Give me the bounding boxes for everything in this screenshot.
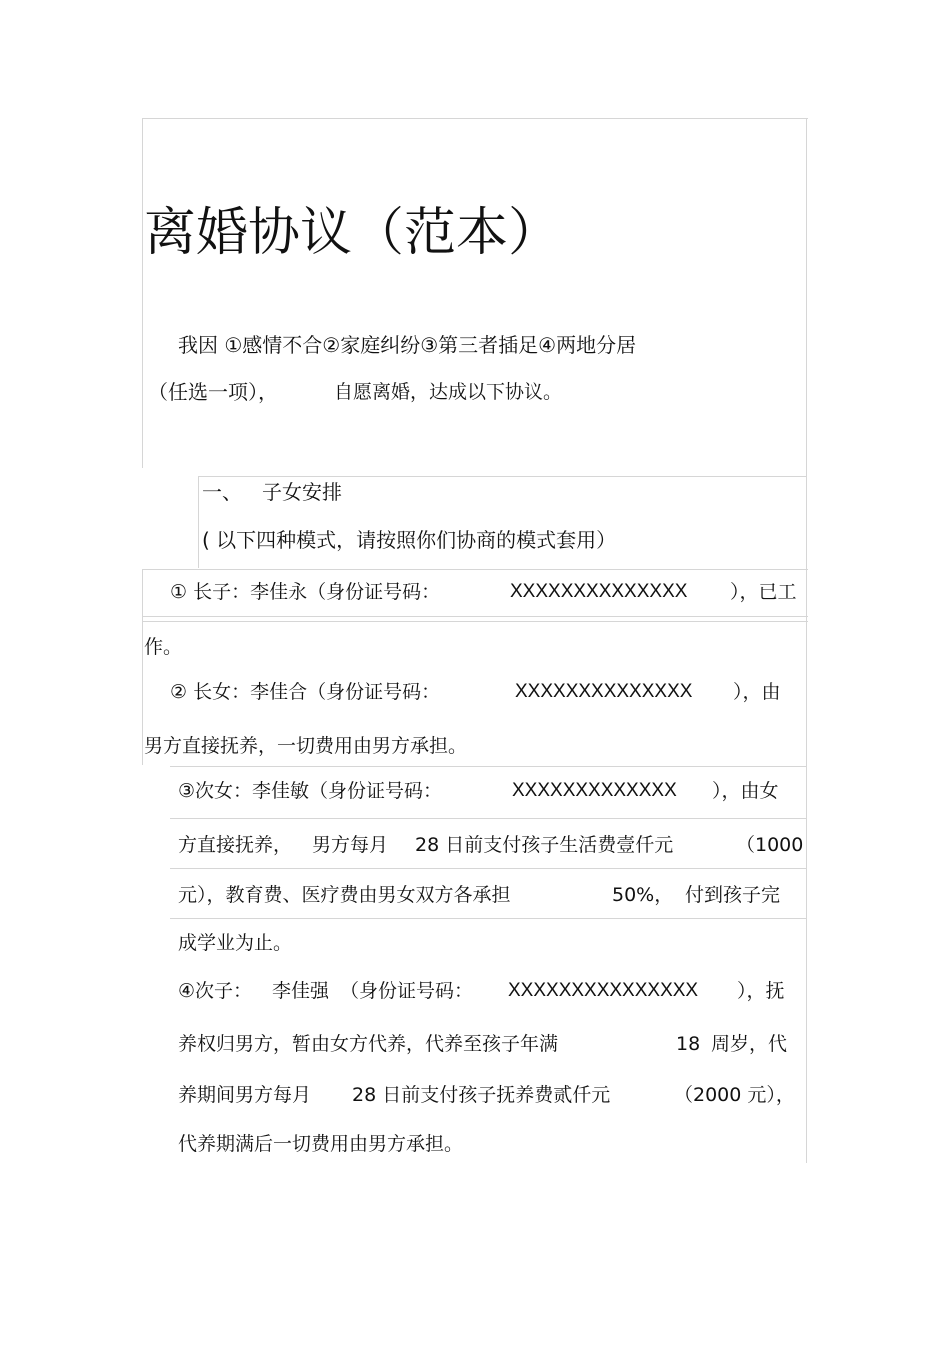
item4-line3-c: （2000 元）， xyxy=(674,1084,795,1106)
intro-line-2-start: （任选一项）， xyxy=(148,380,278,404)
item4-name: 李佳强 xyxy=(272,980,330,1002)
row-line-1 xyxy=(142,569,808,570)
row-line-3 xyxy=(142,621,808,622)
item4-line2-b: 18 xyxy=(676,1033,701,1055)
item3-line2-a: 方直接抚养， xyxy=(178,834,293,856)
item4-line2-a: 养权归男方，暂由女方代养，代养至孩子年满 xyxy=(178,1033,559,1055)
row-left-line xyxy=(142,569,143,765)
frame-right-line xyxy=(806,118,807,1163)
item4-line2-c: 周岁，代 xyxy=(711,1033,788,1055)
item3-tail: ），由女 xyxy=(712,780,779,802)
row-line-5 xyxy=(170,818,807,819)
item3-line3-c: 付到孩子完 xyxy=(685,884,781,906)
item3-id: XXXXXXXXXXXXX xyxy=(512,780,677,801)
intro-line-2-end: 自愿离婚，达成以下协议。 xyxy=(334,381,563,403)
item1-label: ① 长子：李佳永（身份证号码： xyxy=(170,581,441,603)
item4-id: XXXXXXXXXXXXXXX xyxy=(508,980,699,1001)
document-title: 离婚协议（范本） xyxy=(144,203,561,263)
item3-line2-d: （1000 xyxy=(736,834,804,856)
frame-left-line xyxy=(142,118,143,468)
item1-continued: 作。 xyxy=(144,636,183,658)
row-line-2 xyxy=(142,616,808,617)
item4-label: ④次子： xyxy=(178,980,253,1002)
item3-line2-c: 28 日前支付孩子生活费壹仟元 xyxy=(415,834,674,856)
item4-line3-b: 28 日前支付孩子抚养费贰仟元 xyxy=(352,1084,611,1106)
item3-line3-a: 元），教育费、医疗费由男女双方各承担 xyxy=(178,884,511,906)
item3-line3-b: 50%， xyxy=(612,884,674,906)
section-heading: 子女安排 xyxy=(262,480,342,504)
item3-line4: 成学业为止。 xyxy=(178,932,293,954)
row-line-6 xyxy=(170,868,807,869)
frame-top-line xyxy=(142,118,808,119)
item2-tail: ），由 xyxy=(733,681,781,703)
item4-line3-a: 养期间男方每月 xyxy=(178,1084,312,1106)
intro-line-1: 我因 ①感情不合②家庭纠纷③第三者插足④两地分居 xyxy=(178,333,637,357)
row-line-7 xyxy=(170,918,807,919)
item4-line4: 代养期满后一切费用由男方承担。 xyxy=(178,1133,464,1155)
section-note: ( 以下四种模式，请按照你们协商的模式套用） xyxy=(202,528,617,552)
row-line-4 xyxy=(170,766,807,767)
item3-label: ③次女：李佳敏（身份证号码： xyxy=(178,780,443,802)
section-box-top xyxy=(198,476,807,477)
item2-continued: 男方直接抚养，一切费用由男方承担。 xyxy=(144,735,468,757)
item4-id-label: （身份证号码： xyxy=(340,980,474,1002)
item4-tail: ），抚 xyxy=(737,980,785,1002)
section-box-left xyxy=(198,476,199,568)
item1-id: XXXXXXXXXXXXXX xyxy=(510,581,688,602)
section-number: 一、 xyxy=(202,480,242,504)
item2-id: XXXXXXXXXXXXXX xyxy=(515,681,693,702)
item1-tail: ），已工 xyxy=(730,581,797,603)
item2-label: ② 长女：李佳合（身份证号码： xyxy=(170,681,441,703)
item3-line2-b: 男方每月 xyxy=(312,834,389,856)
